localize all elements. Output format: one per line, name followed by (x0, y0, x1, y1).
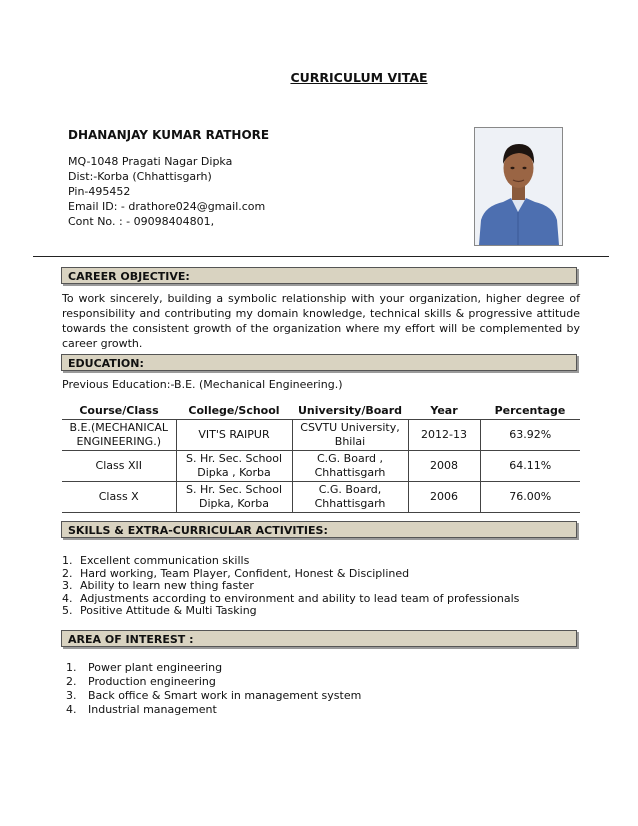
list-text: Industrial management (88, 703, 217, 716)
profile-photo (474, 127, 563, 246)
address-line: MQ-1048 Pragati Nagar Dipka (68, 155, 233, 168)
career-objective-text: To work sincerely, building a symbolic relationship with your organization, higher degree of responsibility and contributing my domain knowledge, technical skills & progressive attitude towards the consistent growth of the organization where my effort will be complemented by career growth. (62, 292, 580, 350)
list-number: 2. (62, 566, 73, 580)
table-cell: S. Hr. Sec. School Dipka , Korba (176, 451, 292, 482)
table-cell: 64.11% (480, 451, 580, 482)
list-text: Hard working, Team Player, Confident, Honest & Disciplined (80, 566, 410, 580)
table-cell: 2008 (408, 451, 480, 482)
list-number: 1. (62, 554, 73, 567)
education-heading: EDUCATION: (61, 354, 577, 371)
list-item (66, 675, 361, 689)
column-header: Year (408, 402, 480, 420)
skills-list (62, 555, 519, 618)
column-header: Course/Class (62, 402, 176, 420)
table-cell: C.G. Board , Chhattisgarh (292, 451, 408, 482)
table-cell: Class X (62, 482, 176, 513)
email-line: Email ID: - drathore024@gmail.com (68, 200, 266, 213)
list-text: Excellent communication skills (80, 554, 250, 567)
table-cell: 2006 (408, 482, 480, 513)
table-cell: CSVTU University, Bhilai (292, 420, 408, 451)
skills-heading: SKILLS & EXTRA-CURRICULAR ACTIVITIES: (61, 521, 577, 538)
table-row (62, 420, 580, 451)
contact-block (68, 154, 265, 229)
list-text: Positive Attitude & Multi Tasking (80, 604, 257, 618)
list-item (66, 689, 361, 703)
education-table (62, 402, 580, 513)
table-row (62, 451, 580, 482)
previous-education: Previous Education:-B.E. (Mechanical Engineering.) (62, 378, 343, 391)
table-cell: B.E.(MECHANICAL ENGINEERING.) (62, 420, 176, 451)
list-item (66, 661, 361, 675)
list-number: 2. (66, 675, 77, 688)
area-of-interest-heading: AREA OF INTEREST : (61, 630, 577, 647)
list-number: 4. (66, 703, 77, 716)
list-number: 5. (62, 604, 73, 618)
table-cell: 76.00% (480, 482, 580, 513)
table-header-row (62, 402, 580, 420)
list-item (62, 605, 519, 618)
column-header: Percentage (480, 402, 580, 420)
column-header: University/Board (292, 402, 408, 420)
candidate-name: DHANANJAY KUMAR RATHORE (68, 128, 270, 142)
list-number: 4. (62, 591, 73, 605)
person-portrait-icon (475, 128, 562, 245)
table-cell: C.G. Board, Chhattisgarh (292, 482, 408, 513)
list-item (66, 703, 361, 717)
document-title: CURRICULUM VITAE (290, 70, 428, 85)
table-cell: S. Hr. Sec. School Dipka, Korba (176, 482, 292, 513)
address-line: Dist:-Korba (Chhattisgarh) (68, 170, 212, 183)
header-divider (33, 256, 609, 257)
list-number: 1. (66, 661, 77, 674)
list-text: Production engineering (88, 675, 216, 688)
table-row (62, 482, 580, 513)
column-header: College/School (176, 402, 292, 420)
list-text: Back office & Smart work in management system (88, 689, 362, 702)
address-line: Pin-495452 (68, 185, 131, 198)
interest-list (66, 661, 361, 717)
list-number: 3. (66, 689, 77, 702)
list-text: Adjustments according to environment and ability to lead team of professionals (80, 591, 520, 605)
list-number: 3. (62, 579, 73, 593)
table-cell: VIT'S RAIPUR (176, 420, 292, 451)
table-cell: Class XII (62, 451, 176, 482)
table-cell: 63.92% (480, 420, 580, 451)
list-text: Ability to learn new thing faster (80, 579, 254, 593)
list-text: Power plant engineering (88, 661, 223, 674)
career-objective-heading: CAREER OBJECTIVE: (61, 267, 577, 284)
table-cell: 2012-13 (408, 420, 480, 451)
phone-line: Cont No. : - 09098404801, (68, 215, 215, 228)
